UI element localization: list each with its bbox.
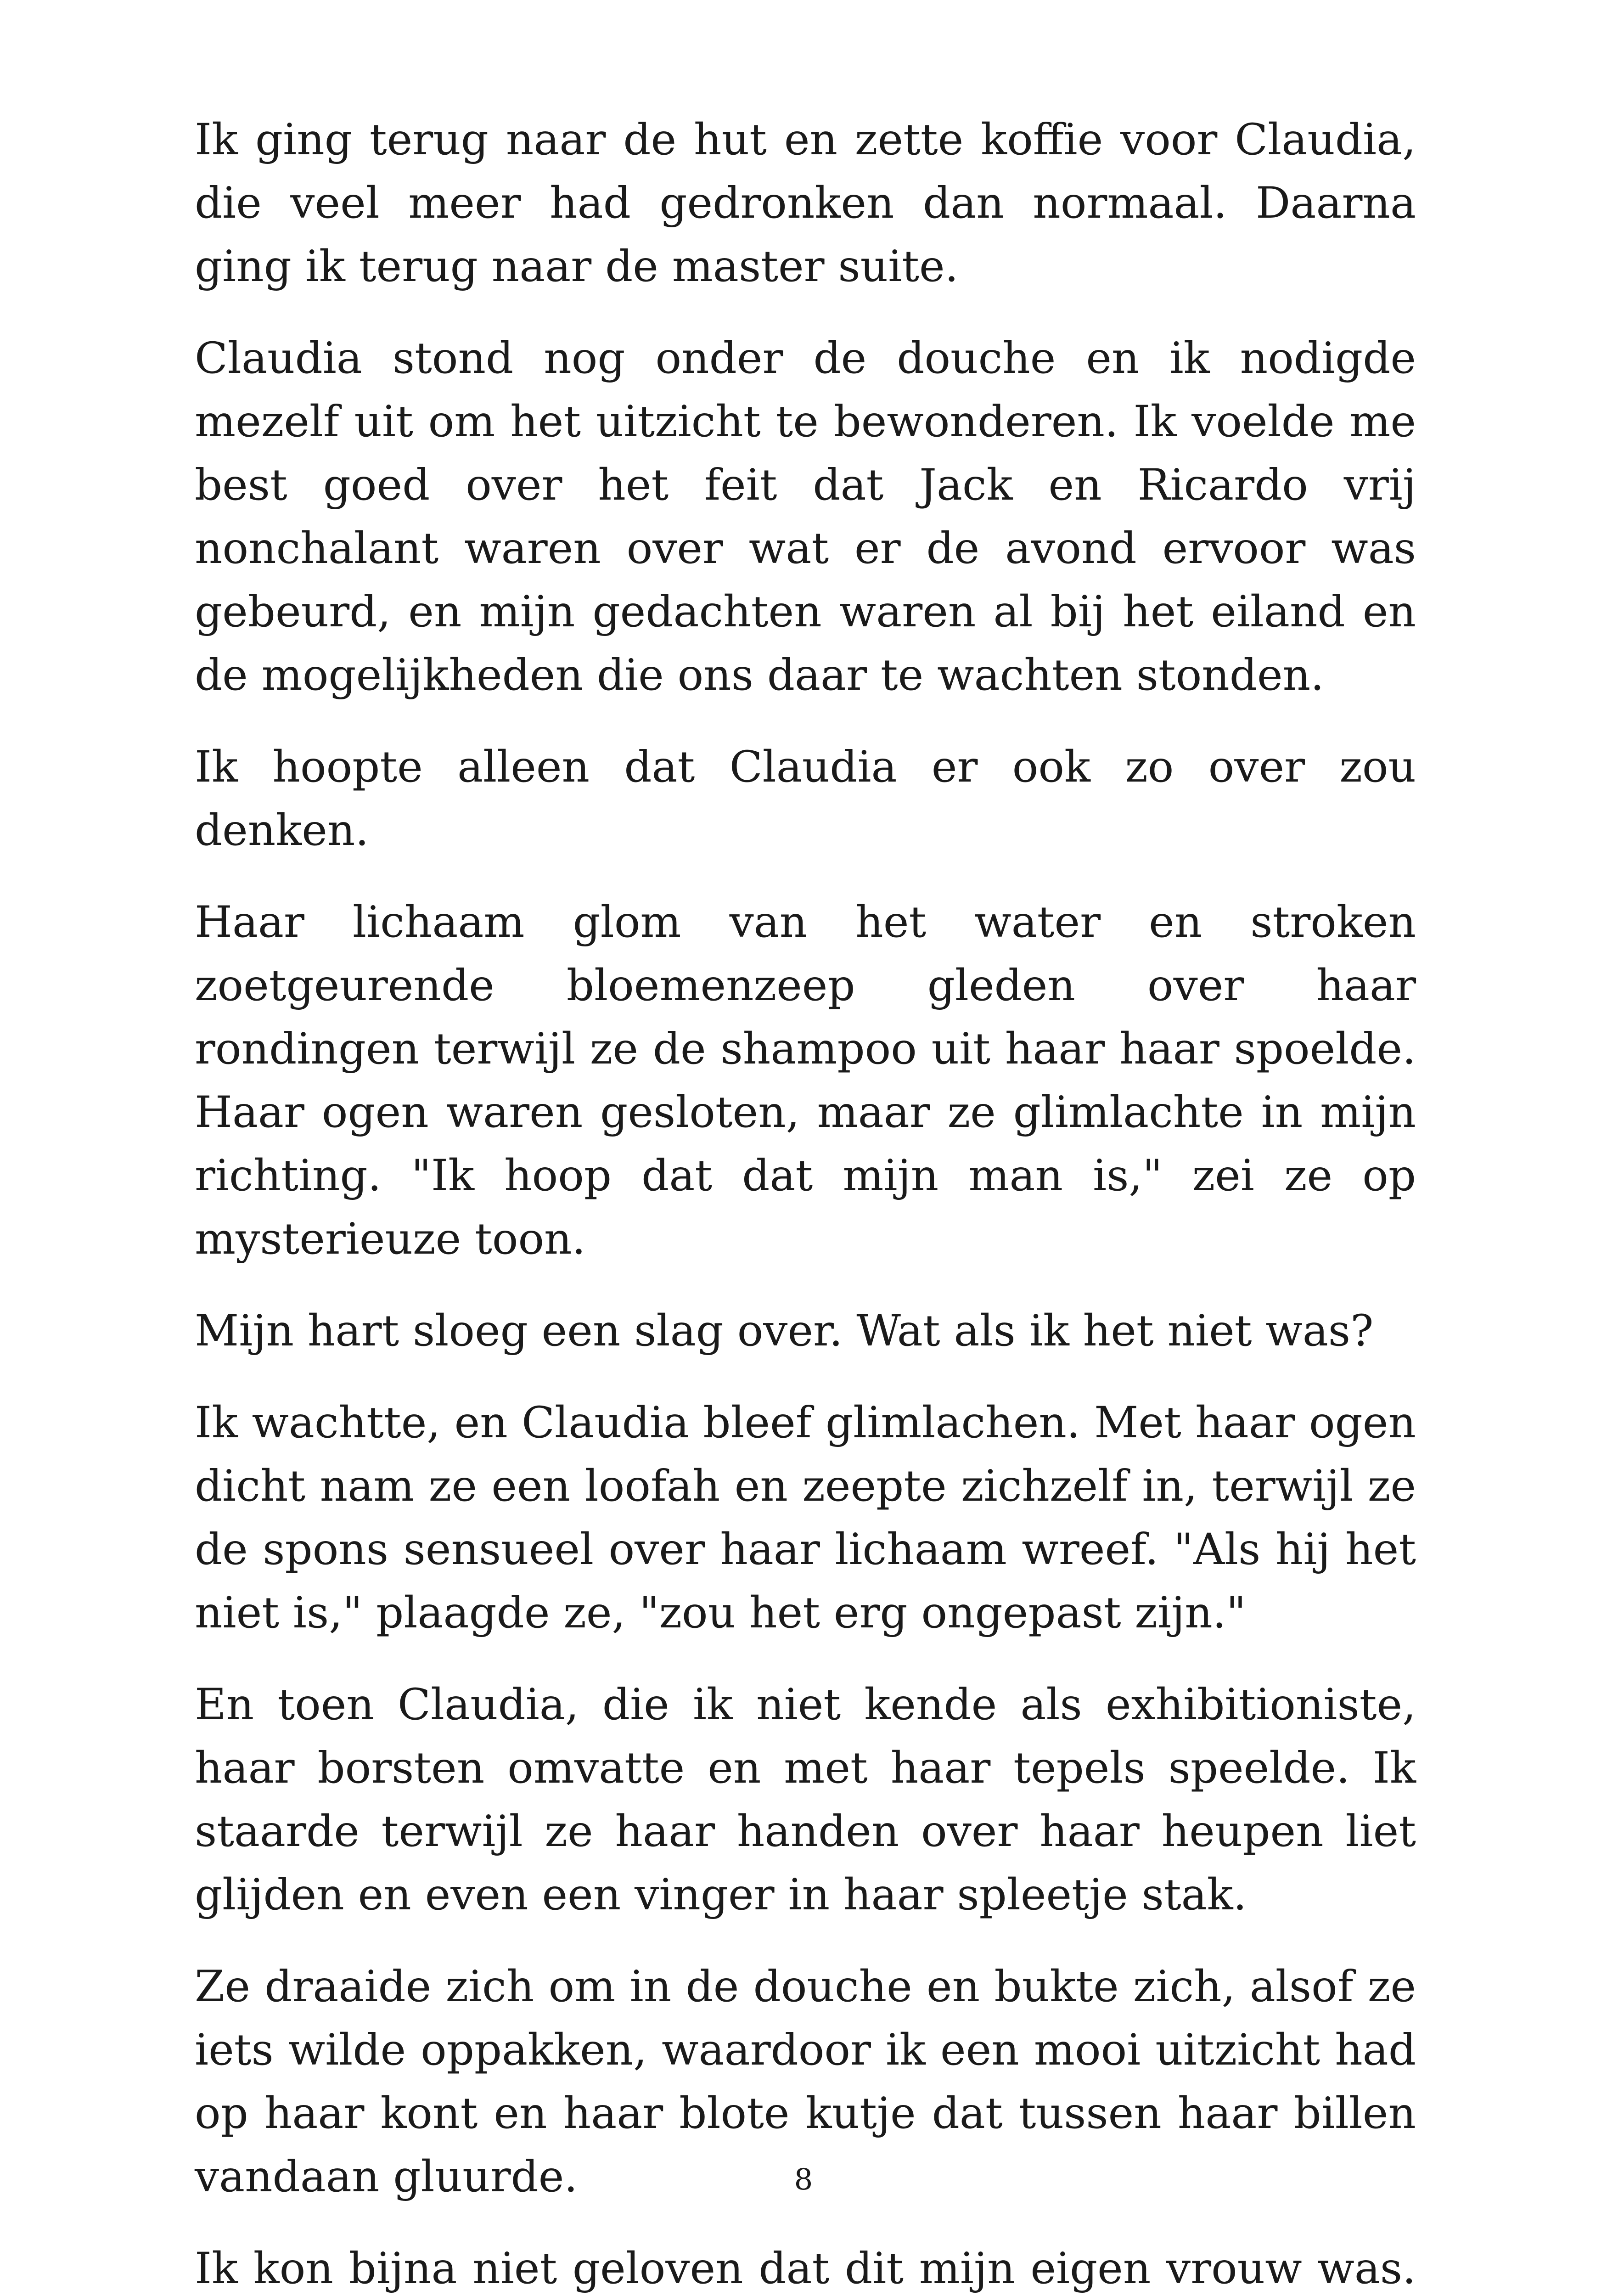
paragraph-9: Ik kon bijna niet geloven dat dit mijn eigen vrouw was.: [195, 2244, 1416, 2294]
page-number: 8: [794, 2163, 813, 2197]
paragraph-7: En toen Claudia, die ik niet kende als exhibitioniste, haar borsten omvatte en met haar tepels speelde. Ik staarde terwijl ze haar handen over haar heupen liet glijden en even een vinger in haar spleetje stak.: [195, 1680, 1416, 1920]
paragraph-4: Haar lichaam glom van het water en stroken zoetgeurende bloemenzeep gleden over haar rondingen terwijl ze de shampoo uit haar haar spoelde. Haar ogen waren gesloten, maar ze glimlachte in mijn richting. "Ik hoop dat dat mijn man is," zei ze op mysterieuze toon.: [195, 897, 1416, 1264]
paragraph-6: Ik wachtte, en Claudia bleef glimlachen. Met haar ogen dicht nam ze een loofah en zeepte zichzelf in, terwijl ze de spons sensueel over haar lichaam wreef. "Als hij het niet is," plaagde ze, "zou het erg ongepast zijn.": [195, 1398, 1416, 1638]
paragraph-2: Claudia stond nog onder de douche en ik nodigde mezelf uit om het uitzicht te bewonderen. Ik voelde me best goed over het feit dat Jack en Ricardo vrij nonchalant waren over wat er de avond ervoor was gebeurd, en mijn gedachten waren al bij het eiland en de mogelijkheden die ons daar te wachten stonden.: [195, 333, 1416, 700]
paragraph-1: Ik ging terug naar de hut en zette koffie voor Claudia, die veel meer had gedronken dan normaal. Daarna ging ik terug naar de master suite.: [195, 115, 1416, 292]
body-text: [195, 108, 1416, 2296]
paragraph-3: Ik hoopte alleen dat Claudia er ook zo over zou denken.: [195, 742, 1416, 855]
paragraph-8: Ze draaide zich om in de douche en bukte zich, alsof ze iets wilde oppakken, waardoor ik een mooi uitzicht had op haar kont en haar blote kutje dat tussen haar billen vandaan gluurde.: [195, 1962, 1416, 2202]
paragraph-5: Mijn hart sloeg een slag over. Wat als ik het niet was?: [195, 1306, 1374, 1356]
